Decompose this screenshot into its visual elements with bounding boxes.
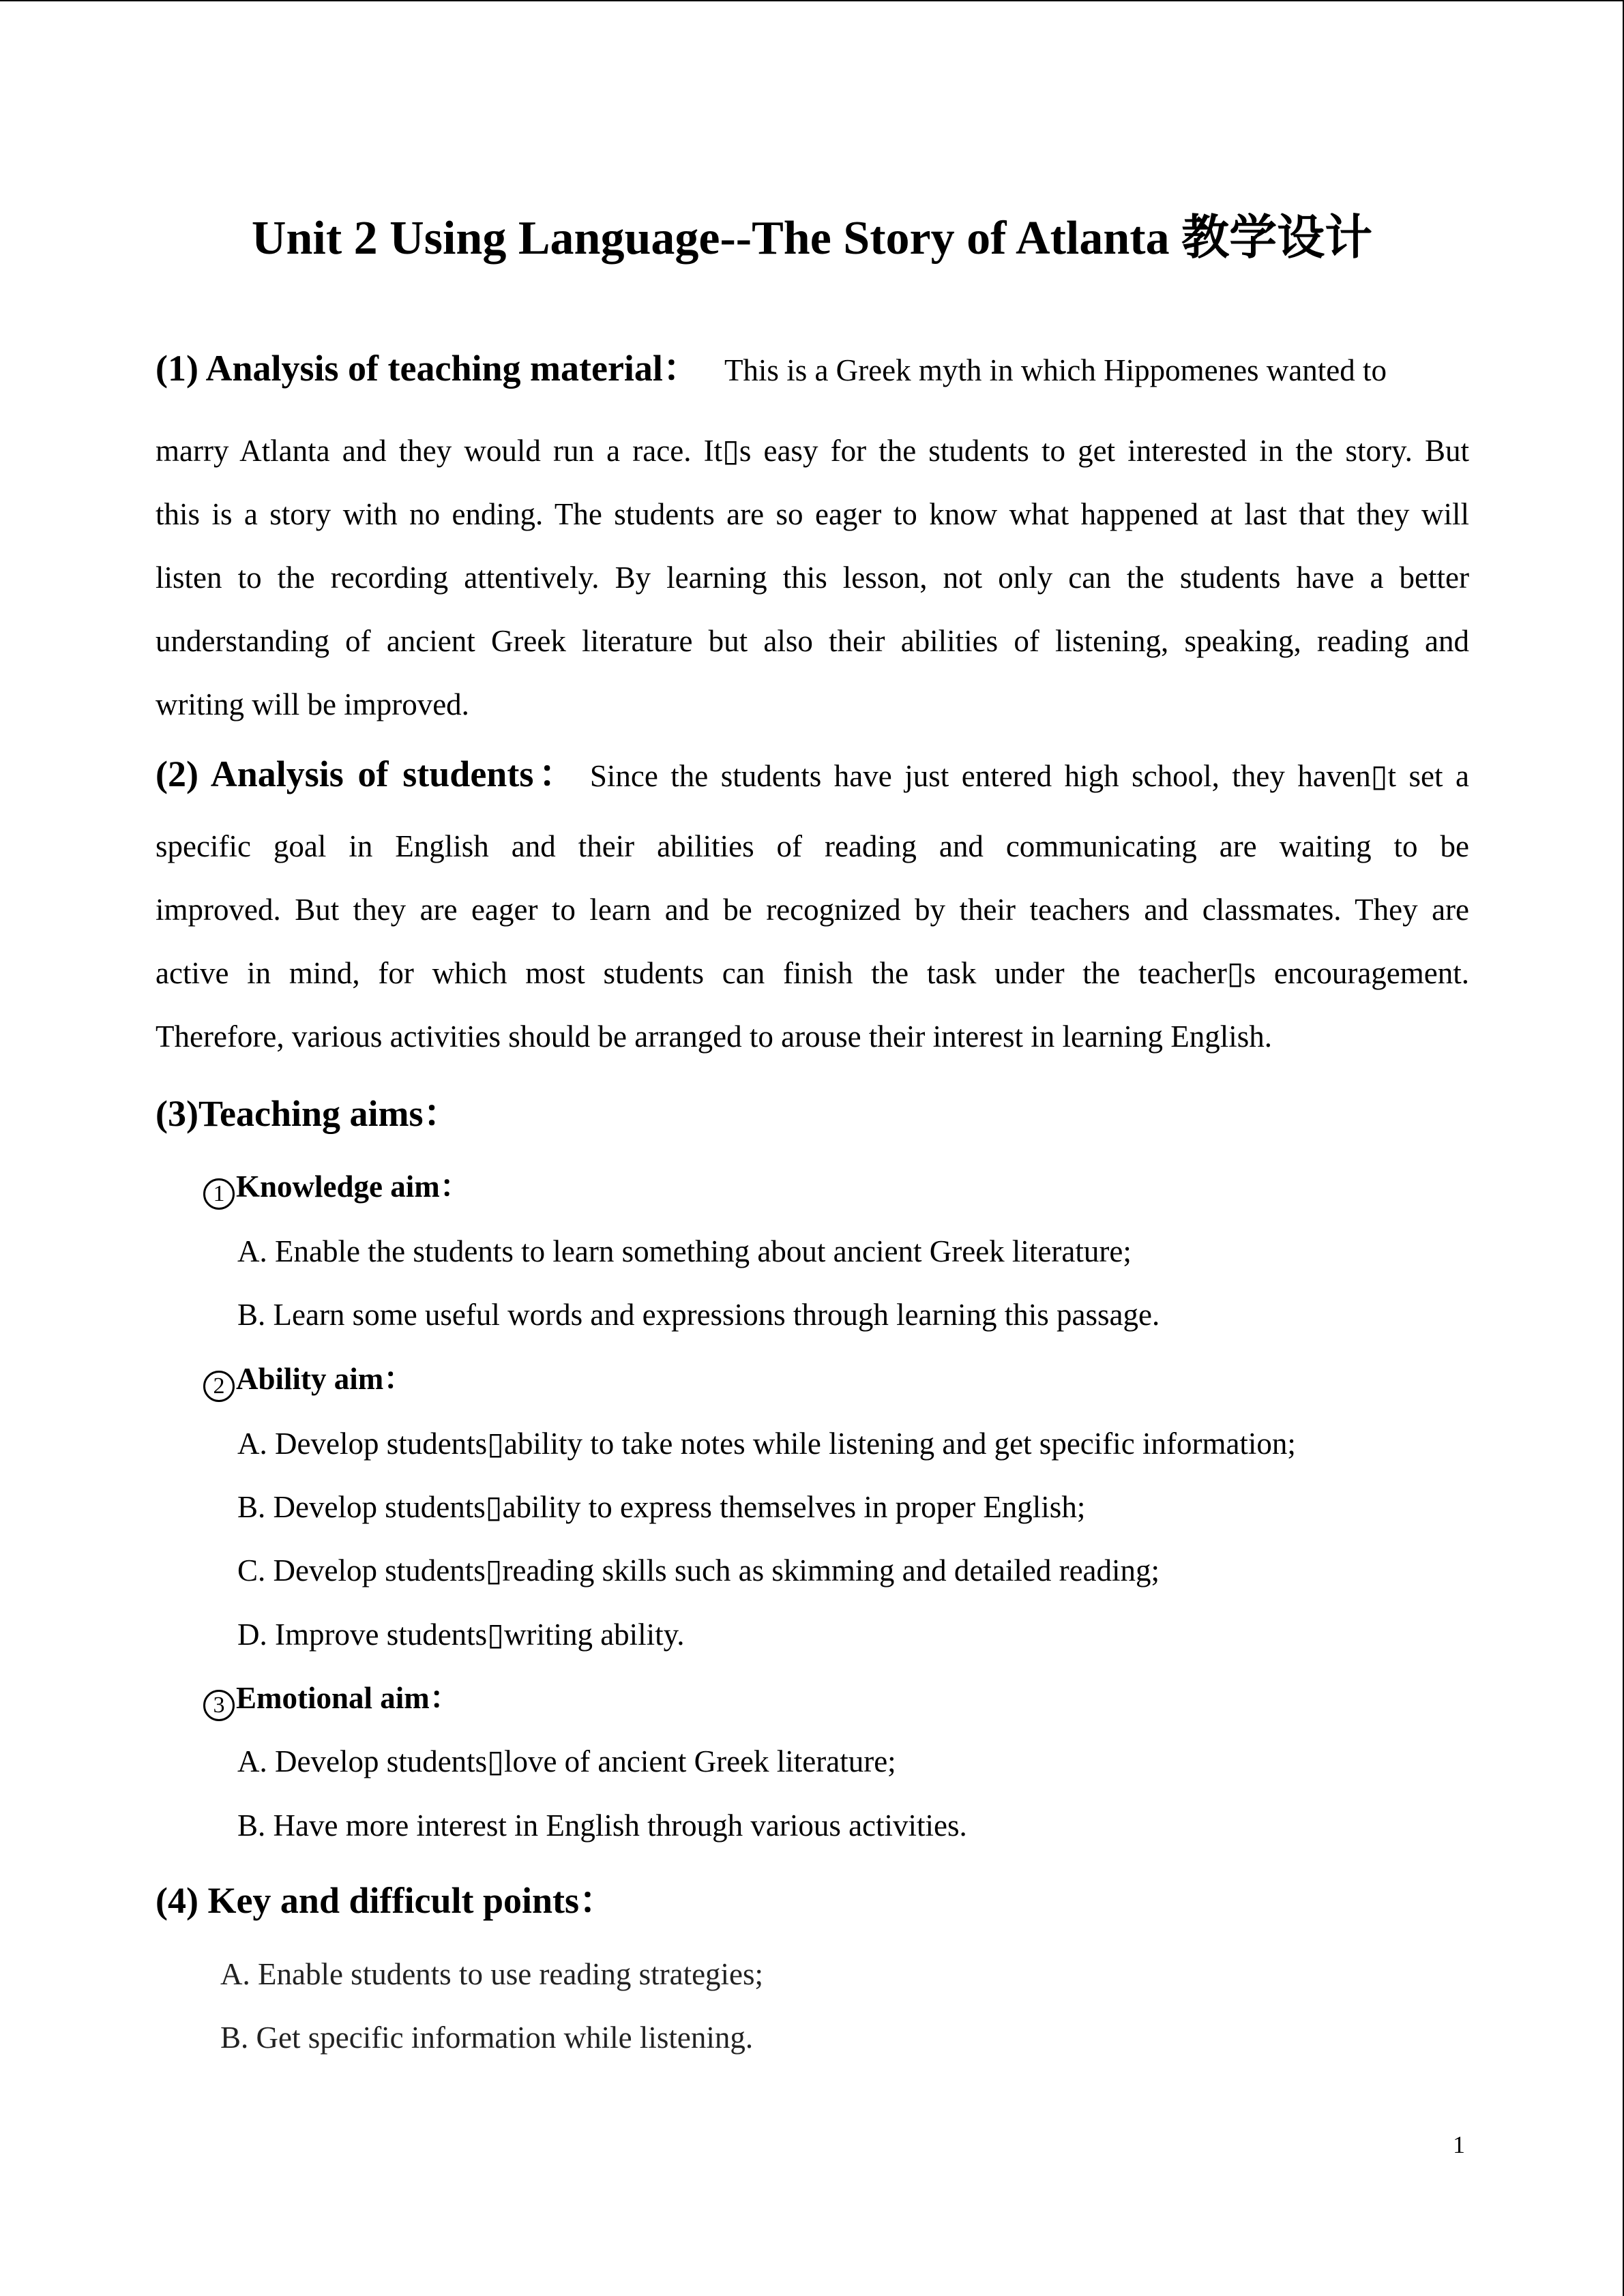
section2-heading: (2) Analysis of students： <box>156 754 580 794</box>
section1-line-0: This is a Greek myth in which Hippomenes wanted to <box>724 353 1387 387</box>
section2-line-1: specific goal in English and their abilities of reading and communicating are waiting to be <box>156 829 1469 863</box>
ability-item-a: A. Develop students▯ability to take notes while listening and get specific information; <box>237 1427 1296 1461</box>
knowledge-item-b: B. Learn some useful words and expressions through learning this passage. <box>237 1298 1160 1332</box>
emotional-aim-label: Emotional aim： <box>236 1681 460 1715</box>
knowledge-item-a: A. Enable the students to learn something about ancient Greek literature; <box>237 1234 1132 1268</box>
section1-first-line <box>156 344 1469 394</box>
section1-line-4: understanding of ancient Greek literature but also their abilities of listening, speaking, reading and <box>156 624 1469 658</box>
section1-heading: (1) Analysis of teaching material： <box>156 348 700 389</box>
section3-heading: (3)Teaching aims： <box>156 1093 460 1134</box>
section1-body <box>156 419 1469 736</box>
section2-body <box>156 815 1469 1069</box>
document-title: Unit 2 Using Language--The Story of Atlanta 教学设计 <box>251 212 1373 265</box>
ability-item-b: B. Develop students▯ability to express themselves in proper English; <box>237 1490 1086 1524</box>
section2-first-line <box>156 750 1469 800</box>
knowledge-aim-heading <box>203 1166 471 1210</box>
key-point-a: A. Enable students to use reading strategies; <box>220 1957 764 1991</box>
circled-number-2: 2 <box>203 1371 235 1402</box>
section1-line-2: this is a story with no ending. The students are so eager to know what happened at last that they will <box>156 497 1469 531</box>
page-top-border <box>0 0 1624 1</box>
section1-line-3: listen to the recording attentively. By learning this lesson, not only can the students have a better <box>156 561 1469 595</box>
emotional-item-a: A. Develop students▯love of ancient Greek literature; <box>237 1744 896 1778</box>
section2-line-0: Since the students have just entered high school, they haven▯t set a <box>589 759 1469 793</box>
ability-aim-heading <box>203 1358 414 1402</box>
page-number: 1 <box>1453 2131 1465 2158</box>
ability-item-d: D. Improve students▯writing ability. <box>237 1617 685 1652</box>
emotional-item-b: B. Have more interest in English through various activities. <box>237 1808 967 1843</box>
key-point-b: B. Get specific information while listening. <box>220 2021 754 2055</box>
section4-heading: (4) Key and difficult points： <box>156 1880 617 1921</box>
section1-line-1: marry Atlanta and they would run a race. It▯s easy for the students to get interested in the story. But <box>156 434 1469 468</box>
emotional-aim-heading <box>203 1678 460 1721</box>
section2-line-4: Therefore, various activities should be arranged to arouse their interest in learning English. <box>156 1019 1272 1054</box>
knowledge-aim-label: Knowledge aim： <box>236 1169 471 1204</box>
section1-line-5: writing will be improved. <box>156 687 469 721</box>
ability-item-c: C. Develop students▯reading skills such as skimming and detailed reading; <box>237 1553 1160 1587</box>
circled-number-1: 1 <box>203 1178 235 1210</box>
section2-line-2: improved. But they are eager to learn and be recognized by their teachers and classmates. They are <box>156 893 1469 927</box>
section2-line-3: active in mind, for which most students can finish the task under the teacher▯s encouragement. <box>156 956 1469 990</box>
ability-aim-label: Ability aim： <box>236 1362 415 1396</box>
circled-number-3: 3 <box>203 1690 235 1721</box>
